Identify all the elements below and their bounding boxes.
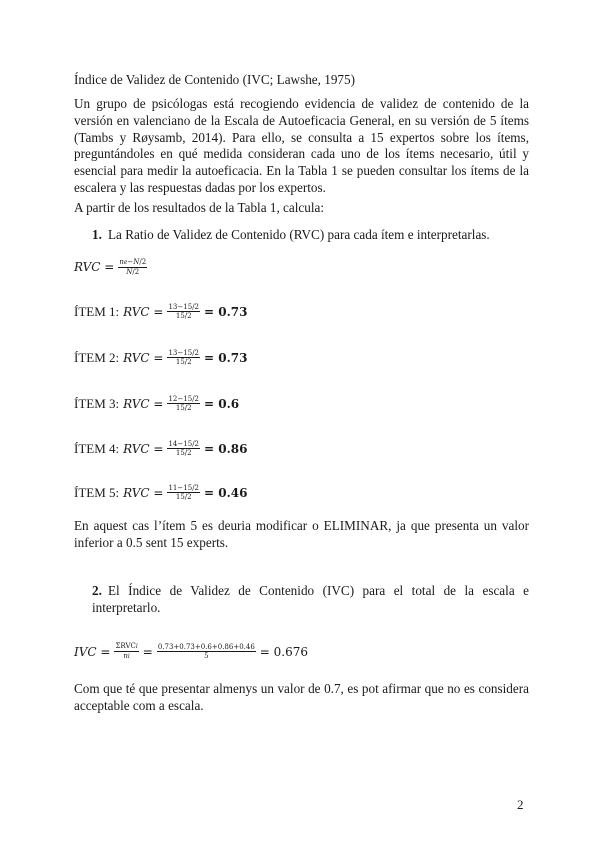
rvc-formula-lhs: RVC = <box>74 260 115 274</box>
rvc-formula-numerator: ne−N/2 <box>119 258 147 266</box>
ivc-formula-lhs: IVC = <box>74 644 111 659</box>
question-1-number: 1. <box>92 227 102 242</box>
item-4-result: = 0.86 <box>204 441 248 456</box>
item-5-fraction: $\frac{11-15/2}{15/2}$ <box>168 484 200 501</box>
rvc-formula-denominator: N/2 <box>126 268 140 276</box>
question-2-text: El Índice de Validez de Contenido (IVC) para el total de la escala e interpretarlo. <box>92 583 529 615</box>
question-2 <box>92 583 529 617</box>
item-4-equation: ÍTEM 4: RVC = $\frac{14-15/2}{15/2}$ = 0.86 <box>74 440 248 457</box>
instruction-text: A partir de los resultados de la Tabla 1, calcula: <box>74 200 325 215</box>
question-2-number: 2. <box>92 583 102 598</box>
item-1-equation: ÍTEM 1: RVC = $\frac{13-15/2}{15/2}$ = 0.73 <box>74 303 248 320</box>
ivc-formula: IVC = $\frac{\text{ΣRVCi}}{ni}$ = $\frac{0.73+0.73+0.6+0.86+0.46}{5}$ = 0.676 <box>74 642 309 660</box>
question-1 <box>92 227 490 243</box>
item-3-label: ÍTEM 3: <box>74 396 120 411</box>
question-1-text: La Ratio de Validez de Contenido (RVC) para cada ítem e interpretarlas. <box>108 227 490 242</box>
section-title: Índice de Validez de Contenido (IVC; Lawshe, 1975) <box>74 72 356 87</box>
rvc-formula <box>74 258 151 276</box>
interpretation-1: En aquest cas l’ítem 5 es deuria modificar o ELIMINAR, ja que presenta un valor inferior a 0.5 sent 15 experts. <box>74 518 529 550</box>
item-5-result: = 0.46 <box>204 485 248 500</box>
item-1-result: = 0.73 <box>204 304 248 319</box>
item-2-fraction: $\frac{13-15/2}{15/2}$ <box>168 349 200 366</box>
item-1-fraction: $\frac{13-15/2}{15/2}$ <box>168 303 200 320</box>
ivc-result: = 0.676 <box>259 644 309 659</box>
item-5-equation: ÍTEM 5: RVC = $\frac{11-15/2}{15/2}$ = 0.46 <box>74 484 248 501</box>
rvc-formula-fraction <box>118 258 147 276</box>
item-2-equation: ÍTEM 2: RVC = $\frac{13-15/2}{15/2}$ = 0.73 <box>74 349 248 366</box>
item-3-fraction: $\frac{12-15/2}{15/2}$ <box>168 395 200 412</box>
item-2-label: ÍTEM 2: <box>74 350 120 365</box>
item-4-label: ÍTEM 4: <box>74 441 120 456</box>
item-5-label: ÍTEM 5: <box>74 485 120 500</box>
intro-paragraph: Un grupo de psicólogas está recogiendo evidencia de validez de contenido de la versión en valenciano de la Escala de Autoeficacia General, en su versión de 5 ítems (Tambs y Røysamb, 2014). Para ello, se consulta a 15 expertos sobre los ítems, preguntándoles en qué medida consideran cada uno de los ítems necesario, útil y esencial para medir la autoeficacia. En la Tabla 1 se pueden consultar los ítems de la escalera y las respuestas dadas por los expertos. <box>74 96 529 195</box>
item-2-result: = 0.73 <box>204 350 248 365</box>
page-number: 2 <box>517 797 524 812</box>
interpretation-2: Com que té que presentar almenys un valor de 0.7, es pot afirmar que no es considera acceptable com a escala. <box>74 681 529 713</box>
item-1-label: ÍTEM 1: <box>74 304 120 319</box>
ivc-values-fraction: $\frac{0.73+0.73+0.6+0.86+0.46}{5}$ <box>157 643 255 660</box>
item-4-fraction: $\frac{14-15/2}{15/2}$ <box>168 440 200 457</box>
ivc-formula-fraction: $\frac{\text{ΣRVCi}}{ni}$ <box>115 642 138 660</box>
item-3-equation: ÍTEM 3: RVC = $\frac{12-15/2}{15/2}$ = 0.6 <box>74 395 240 412</box>
item-3-result: = 0.6 <box>204 396 240 411</box>
